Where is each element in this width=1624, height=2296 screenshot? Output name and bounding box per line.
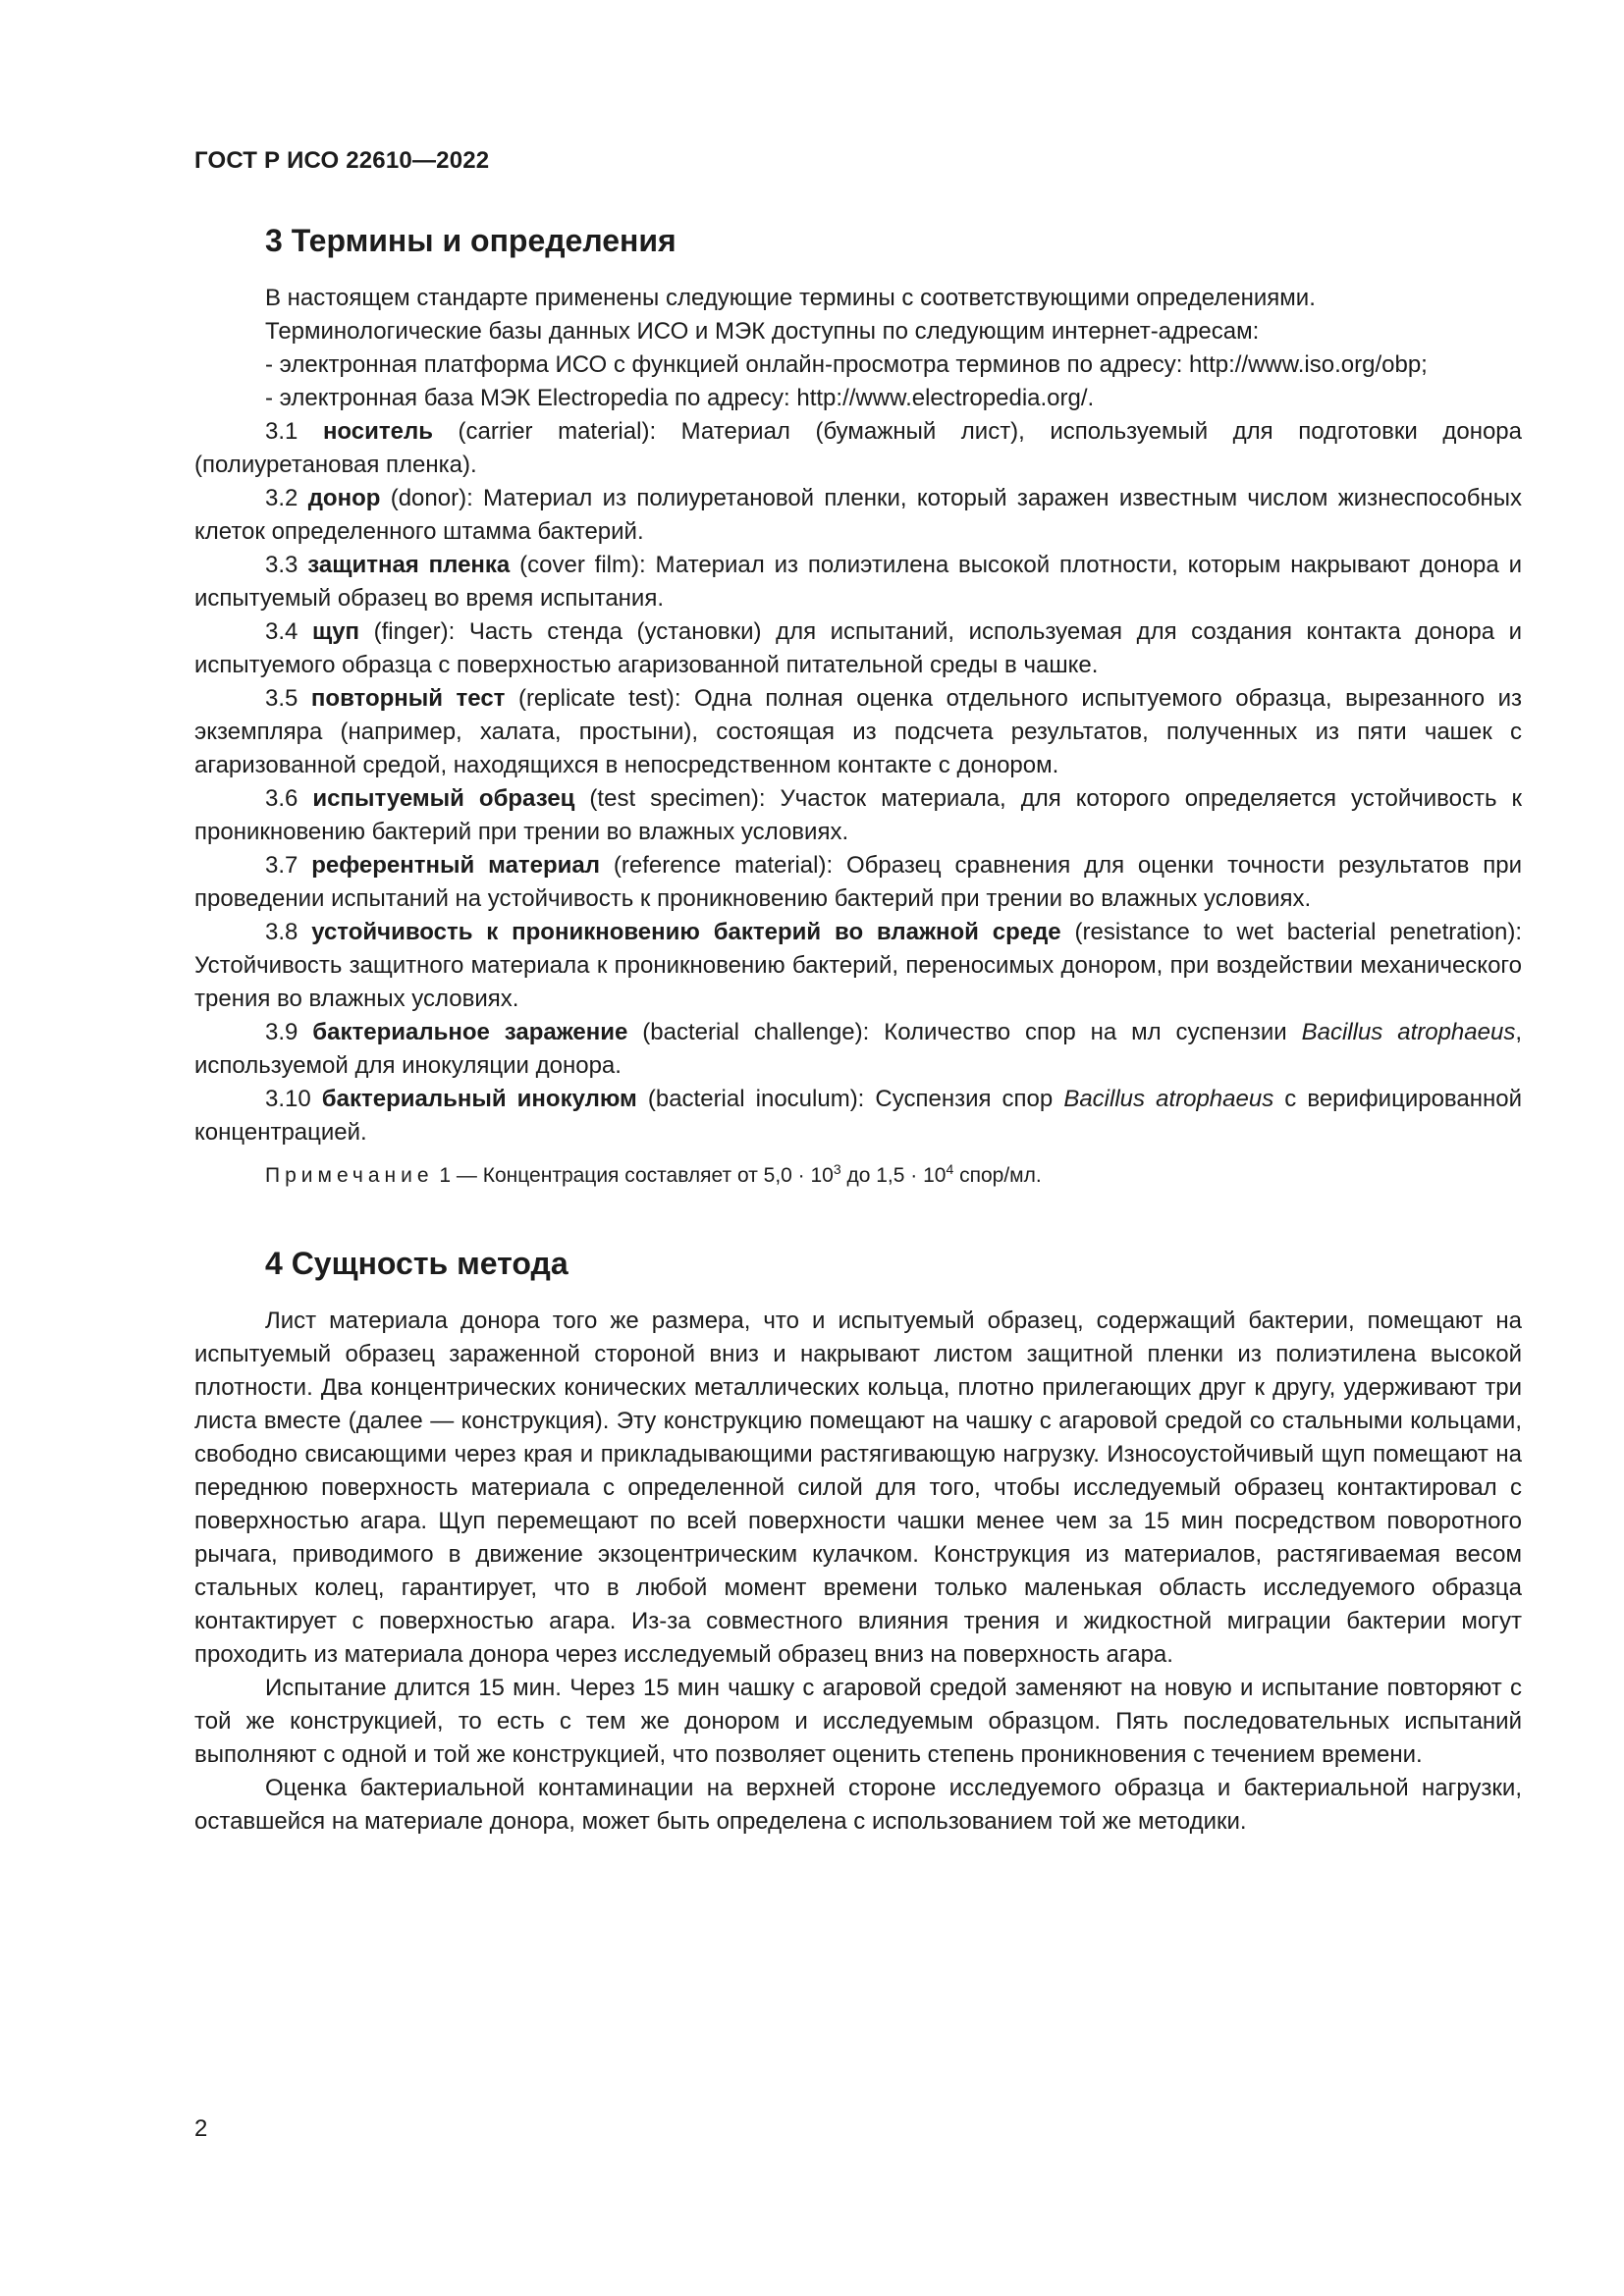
term-3-7: 3.7 референтный материал (reference material): Образец сравнения для оценки точности результатов при проведении испытаний на устойчивость к проникновению бактерий при трении во влажных условиях.: [194, 852, 1522, 912]
intro-line: Терминологические базы данных ИСО и МЭК доступны по следующим интернет-адресам:: [265, 318, 1260, 345]
term-title: донор: [307, 485, 381, 511]
method-paragraph: Испытание длится 15 мин. Через 15 мин чашку с агаровой средой заменяют на новую и испытание повторяют с той же конструкцией, то есть с тем же донором и исследуемым образцом. Пять последовательных испытаний выполняют с одной и той же конструкцией, что позволяет оценить степень проникновения с течением времени.: [194, 1675, 1522, 1768]
term-title: защитная пленка: [307, 552, 511, 578]
intro-line: - электронная платформа ИСО с функцией онлайн-просмотра терминов по адресу: http://www.iso.org/obp;: [265, 351, 1428, 378]
term-title: референтный материал: [311, 852, 601, 879]
term-title: повторный тест: [310, 685, 506, 712]
section-4-title: 4 Сущность метода: [265, 1246, 568, 1281]
term-3-9: 3.9 бактериальное заражение (bacterial challenge): Количество спор на мл суспензии Bacillus atrophaeus, используемой для инокуляции донора.: [194, 1019, 1522, 1079]
term-3-1: 3.1 носитель (carrier material): Материал (бумажный лист), используемый для подготовки донора (полиуретановая пленка).: [194, 418, 1523, 478]
intro-line: - электронная база МЭК Electropedia по адресу: http://www.electropedia.org/.: [265, 385, 1095, 411]
term-title: щуп: [311, 618, 360, 645]
term-3-4: 3.4 щуп (finger): Часть стенда (установки) для испытаний, используемая для создания контакта донора и испытуемого образца с поверхностью агаризованной питательной среды в чашке.: [194, 618, 1522, 678]
method-paragraph: Оценка бактериальной контаминации на верхней стороне исследуемого образца и бактериальной нагрузки, оставшейся на материале донора, может быть определена с использованием той же методики.: [194, 1775, 1522, 1835]
term-title: устойчивость к проникновению бактерий во влажной среде: [311, 919, 1061, 945]
section-3-title: 3 Термины и определения: [265, 223, 677, 258]
term-3-2: 3.2 донор (donor): Материал из полиуретановой пленки, который заражен известным числом жизнеспособных клеток определенного штамма бактерий.: [194, 485, 1523, 545]
term-title: бактериальное заражение: [312, 1019, 628, 1045]
term-3-5: 3.5 повторный тест (replicate test): Одна полная оценка отдельного испытуемого образца, вырезанного из экземпляра (например, халата, простыни), состоящая из подсчета результатов, полученных из пяти чашек с агаризованной средой, находящихся в непосредственном контакте с донором.: [194, 685, 1522, 778]
method-paragraph: Лист материала донора того же размера, что и испытуемый образец, содержащий бактерии, помещают на испытуемый образец зараженной стороной вниз и накрывают листом защитной пленки из полиэтилена высокой плотности. Два концентрических конических металлических кольца, плотно прилегающих друг к другу, удерживают три листа вместе (далее — конструкция). Эту конструкцию помещают на чашку с агаровой средой со стальными кольцами, свободно свисающими через края и прикладывающими растягивающую нагрузку. Износоустойчивый щуп помещают на переднюю поверхность материала с определенной силой для того, чтобы исследуемый образец контактировал с поверхностью агара. Щуп перемещают по всей поверхности чашки менее чем за 15 мин посредством поворотного рычага, приводимого в движение экзоцентрическим кулачком. Конструкция из материалов, растягиваемая весом стальных колец, гарантирует, что в любой момент времени только маленькая область исследуемого образца контактирует с поверхностью агара. Из-за совместного влияния трения и жидкостной миграции бактерии могут проходить из материала донора через исследуемый образец вниз на поверхность агара.: [194, 1308, 1522, 1668]
term-3-3: 3.3 защитная пленка (cover film): Материал из полиэтилена высокой плотности, которым накрывают донора и испытуемый образец во время испытания.: [194, 552, 1523, 612]
note-label: Примечание: [265, 1164, 434, 1187]
intro-line: В настоящем стандарте применены следующие термины с соответствующими определениями.: [265, 285, 1316, 311]
term-title: испытуемый образец: [312, 785, 575, 812]
term-3-10: 3.10 бактериальный инокулюм (bacterial inoculum): Суспензия спор Bacillus atrophaeus с верифицированной концентрацией.: [194, 1086, 1523, 1146]
term-3-6: 3.6 испытуемый образец (test specimen): Участок материала, для которого определяется устойчивость к проникновению бактерий при трении во влажных условиях.: [194, 785, 1522, 845]
document-header: ГОСТ Р ИСО 22610—2022: [194, 147, 490, 174]
term-3-8: 3.8 устойчивость к проникновению бактерий во влажной среде (resistance to wet bacterial penetration): Устойчивость защитного материала к проникновению бактерий, переносимых донором, при воздействии механического трения во влажных условиях.: [194, 919, 1522, 1012]
term-title: носитель: [322, 418, 433, 445]
term-title: бактериальный инокулюм: [321, 1086, 637, 1112]
species-name: Bacillus atrophaeus: [1301, 1019, 1516, 1045]
page-content: [194, 221, 1522, 1839]
note: Примечание 1 — Концентрация составляет от $5,0 \cdot 10^3$ до $1,5 \cdot 10^4$ спор/мл.: [265, 1161, 1042, 1187]
page-number: 2: [194, 2115, 208, 2142]
species-name: Bacillus atrophaeus: [1063, 1086, 1274, 1112]
